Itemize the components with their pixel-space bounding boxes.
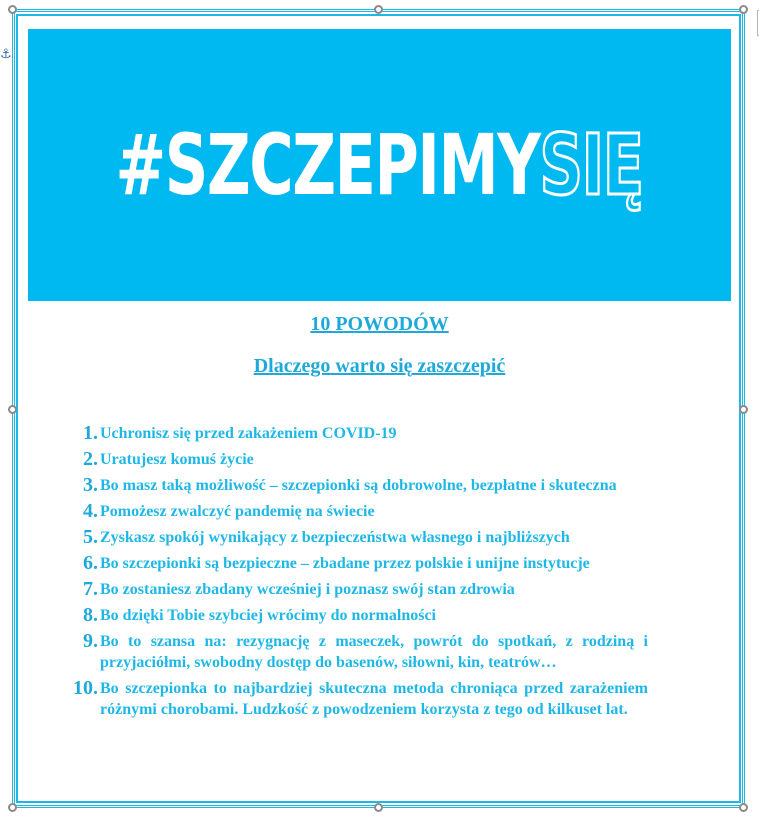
- resize-handle-bottom-right[interactable]: [739, 803, 748, 812]
- list-item: [64, 448, 648, 470]
- resize-handle-bottom[interactable]: [374, 803, 383, 812]
- reasons-list: [64, 422, 648, 724]
- banner-hashtag-outline: SIĘ: [540, 116, 644, 214]
- list-number: 6.: [83, 552, 98, 574]
- list-text: Zyskasz spokój wynikający z bezpieczeństwa własnego i najbliższych: [100, 529, 570, 546]
- list-item: [64, 578, 648, 600]
- resize-handle-top[interactable]: [374, 5, 383, 14]
- list-text: Pomożesz zwalczyć pandemię na świecie: [100, 503, 375, 520]
- list-number: 1.: [83, 422, 98, 444]
- banner-hashtag-solid: #SZCZEPIMY: [115, 116, 541, 214]
- list-number: 5.: [83, 526, 98, 548]
- szczepimy-sie-banner: [28, 29, 731, 301]
- list-item: [64, 604, 648, 626]
- page-title: 10 POWODÓW: [310, 313, 449, 335]
- resize-handle-top-right[interactable]: [739, 5, 748, 14]
- list-item: [64, 474, 648, 496]
- list-item: [64, 677, 648, 720]
- list-item: [64, 422, 648, 444]
- resize-handle-top-left[interactable]: [8, 5, 17, 14]
- list-number: 3.: [83, 474, 98, 496]
- list-number: 2.: [83, 448, 98, 470]
- resize-handle-bottom-left[interactable]: [8, 803, 17, 812]
- list-text: Bo masz taką możliwość – szczepionki są dobrowolne, bezpłatne i skuteczna: [100, 477, 617, 494]
- list-text: Bo dzięki Tobie szybciej wrócimy do normalności: [100, 607, 436, 624]
- list-item: [64, 500, 648, 522]
- list-number: 10.: [73, 677, 98, 699]
- resize-handle-left[interactable]: [8, 405, 17, 414]
- list-number: 7.: [83, 578, 98, 600]
- list-number: 4.: [83, 500, 98, 522]
- list-item: [64, 630, 648, 673]
- list-text: Bo to szansa na: rezygnację z maseczek, powrót do spotkań, z rodziną i przyjaciółmi, swobodny dostęp do basenów, siłowni, kin, teatrów…: [100, 633, 648, 671]
- list-text: Bo szczepionka to najbardziej skuteczna metoda chroniąca przed zarażeniem różnymi chorobami. Ludzkość z powodzeniem korzysta z tego od kilkuset lat.: [100, 680, 648, 718]
- list-item: [64, 552, 648, 574]
- resize-handle-right[interactable]: [739, 405, 748, 414]
- list-text: Uratujesz komuś życie: [100, 451, 254, 468]
- list-text: Bo zostaniesz zbadany wcześniej i poznasz swój stan zdrowia: [100, 581, 515, 598]
- page-subtitle: Dlaczego warto się zaszczepić: [253, 355, 506, 377]
- list-item: [64, 526, 648, 548]
- list-text: Bo szczepionki są bezpieczne – zbadane przez polskie i unijne instytucje: [100, 555, 590, 572]
- list-text: Uchronisz się przed zakażeniem COVID-19: [100, 425, 397, 442]
- banner-hashtag: [115, 116, 644, 214]
- anchor-icon: ⚓: [0, 47, 12, 62]
- list-number: 8.: [83, 604, 98, 626]
- list-number: 9.: [83, 630, 98, 652]
